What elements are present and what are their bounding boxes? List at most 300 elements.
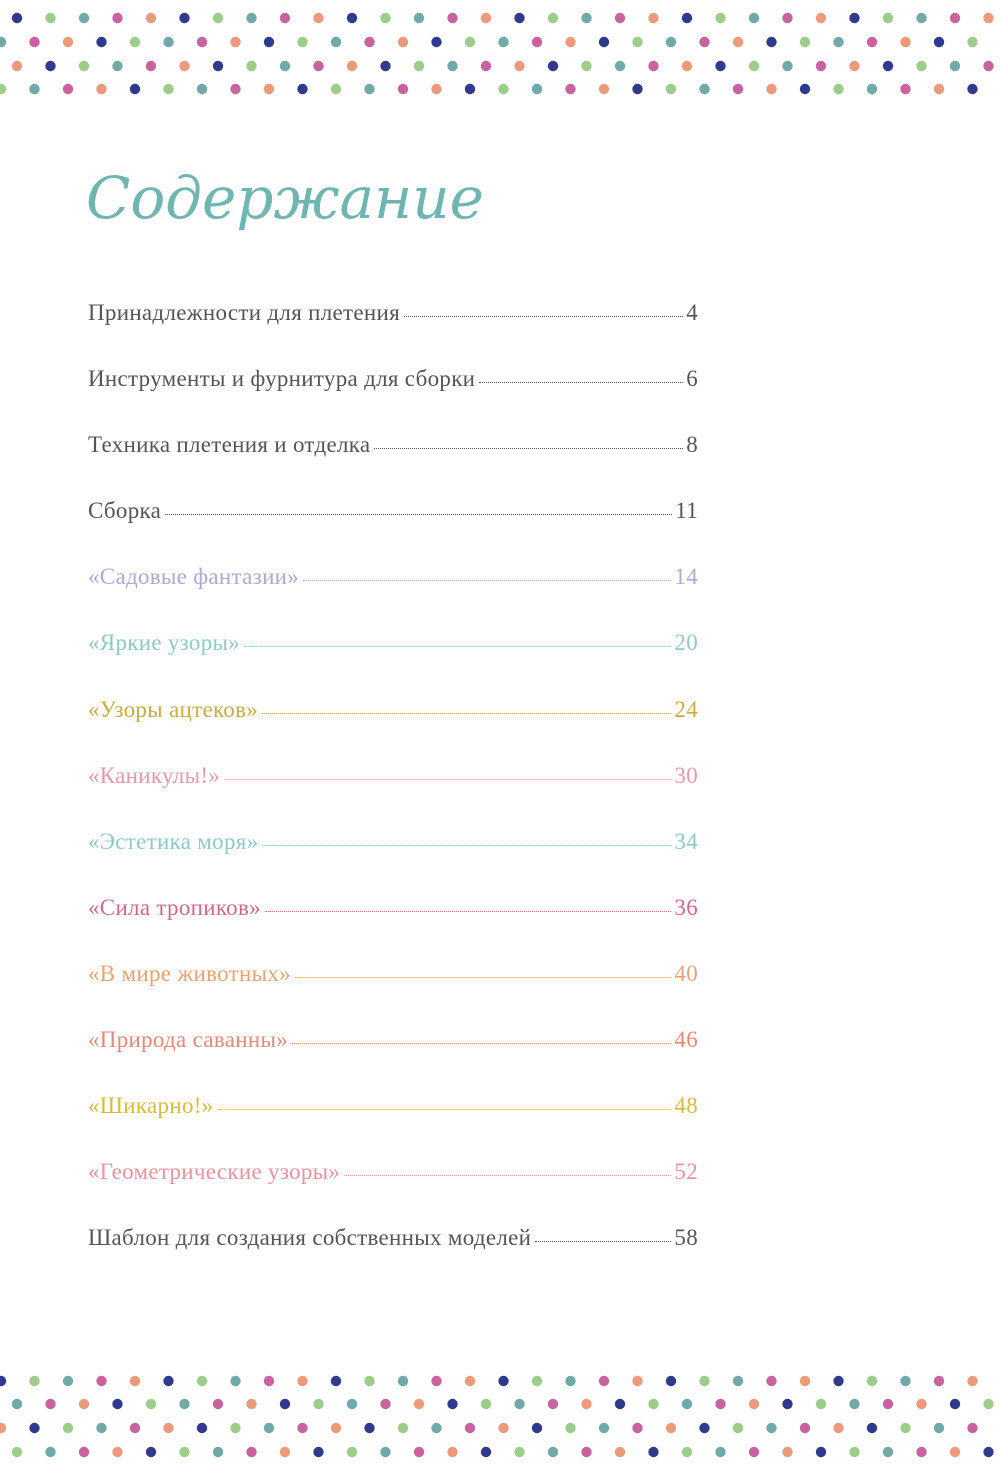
decorative-dot — [666, 37, 676, 47]
decorative-dot — [197, 1423, 207, 1433]
decorative-dot — [213, 1399, 223, 1409]
toc-entry-label: Принадлежности для плетения — [88, 300, 400, 325]
decorative-dot — [682, 1447, 692, 1457]
decorative-dot — [465, 37, 475, 47]
toc-entry-page-number: 40 — [674, 960, 698, 986]
decorative-dot — [800, 84, 810, 94]
decorative-dot — [331, 37, 341, 47]
decorative-dot — [414, 1447, 424, 1457]
decorative-dot — [63, 37, 73, 47]
decorative-dot — [45, 1399, 55, 1409]
dot-leader — [262, 845, 671, 846]
decorative-dot — [983, 13, 993, 23]
dot-leader — [292, 1043, 671, 1044]
decorative-dot — [632, 1376, 642, 1386]
decorative-dot — [648, 13, 658, 23]
decorative-dot — [867, 84, 877, 94]
decorative-dot — [364, 1423, 374, 1433]
decorative-dot — [733, 1376, 743, 1386]
decorative-dot — [599, 37, 609, 47]
toc-entry[interactable] — [88, 1017, 698, 1083]
decorative-dot — [766, 84, 776, 94]
toc-entry-label: «Садовые фантазии» — [88, 564, 300, 590]
decorative-dot — [782, 1447, 792, 1457]
decorative-dot — [967, 1423, 977, 1433]
toc-entry[interactable] — [88, 687, 698, 753]
decorative-dot — [230, 1376, 240, 1386]
decorative-dot — [398, 1423, 408, 1433]
decorative-dot — [548, 61, 558, 71]
decorative-dot — [0, 1423, 6, 1433]
decorative-dot — [749, 61, 759, 71]
decorative-dot — [950, 1447, 960, 1457]
decorative-dot — [63, 1376, 73, 1386]
decorative-dot — [514, 1399, 524, 1409]
decorative-dot — [666, 1376, 676, 1386]
decorative-dot — [532, 1376, 542, 1386]
decorative-dot — [599, 1423, 609, 1433]
decorative-dot — [112, 61, 122, 71]
decorative-dot — [581, 13, 591, 23]
decorative-dot — [548, 13, 558, 23]
decorative-dot — [599, 84, 609, 94]
decorative-dot — [465, 1423, 475, 1433]
decorative-dot — [766, 1376, 776, 1386]
toc-entry-label: «Каникулы!» — [88, 762, 221, 788]
decorative-dot — [733, 1423, 743, 1433]
decorative-dot — [163, 1423, 173, 1433]
decorative-dot — [498, 1423, 508, 1433]
decorative-dot — [12, 61, 22, 71]
decorative-dot — [431, 37, 441, 47]
decorative-dot — [163, 37, 173, 47]
decorative-dot — [0, 84, 6, 94]
decorative-dot — [833, 84, 843, 94]
toc-entry-page-number: 11 — [675, 498, 698, 524]
decorative-dot — [548, 1399, 558, 1409]
decorative-dot — [130, 1376, 140, 1386]
decorative-dot — [514, 61, 524, 71]
decorative-dot — [666, 84, 676, 94]
decorative-dot — [867, 37, 877, 47]
decorative-dot — [246, 61, 256, 71]
decorative-dot — [565, 84, 575, 94]
decorative-dot — [197, 37, 207, 47]
decorative-dot — [29, 1423, 39, 1433]
decorative-dot — [699, 1376, 709, 1386]
decorative-dot — [849, 13, 859, 23]
decorative-dot — [29, 84, 39, 94]
decorative-dot — [96, 1376, 106, 1386]
decorative-dot — [666, 1423, 676, 1433]
decorative-dot — [816, 61, 826, 71]
decorative-dot — [648, 1447, 658, 1457]
dot-leader — [479, 382, 683, 383]
decorative-dot — [766, 37, 776, 47]
decorative-dot — [0, 1376, 6, 1386]
decorative-dot — [112, 13, 122, 23]
toc-entry-page-number: 20 — [674, 630, 698, 656]
decorative-dot — [79, 13, 89, 23]
toc-entry-page-number: 30 — [674, 762, 698, 788]
dot-leader — [265, 911, 671, 912]
decorative-dot — [615, 61, 625, 71]
decorative-dot — [950, 1399, 960, 1409]
decorative-dot — [615, 1399, 625, 1409]
decorative-dot — [380, 61, 390, 71]
decorative-dot — [481, 13, 491, 23]
decorative-dot — [297, 84, 307, 94]
decorative-dot — [833, 1423, 843, 1433]
decorative-dot — [29, 37, 39, 47]
decorative-dot — [883, 13, 893, 23]
decorative-dot — [733, 37, 743, 47]
decorative-dot — [313, 13, 323, 23]
toc-entry-page-number: 36 — [674, 894, 698, 920]
dot-leader — [165, 514, 672, 515]
decorative-dot — [29, 1376, 39, 1386]
decorative-dot — [682, 13, 692, 23]
dot-leader — [374, 448, 683, 449]
toc-entry-label: «Яркие узоры» — [88, 630, 241, 656]
toc-entry-page-number: 14 — [674, 564, 698, 590]
decorative-dot — [648, 1399, 658, 1409]
decorative-dot — [581, 1399, 591, 1409]
decorative-dot — [0, 37, 6, 47]
decorative-dot — [112, 1447, 122, 1457]
decorative-dot — [431, 1423, 441, 1433]
decorative-dot — [347, 61, 357, 71]
decorative-dot — [849, 1447, 859, 1457]
decorative-dot — [498, 84, 508, 94]
decorative-dot — [548, 1447, 558, 1457]
decorative-dot — [79, 61, 89, 71]
dot-leader — [404, 316, 683, 317]
toc-entry[interactable] — [88, 620, 698, 686]
toc-entry-page-number: 46 — [674, 1027, 698, 1053]
decorative-dot — [934, 1376, 944, 1386]
decorative-dot — [347, 13, 357, 23]
toc-entry-label: Инструменты и фурнитура для сборки — [88, 366, 476, 392]
decorative-dot — [632, 84, 642, 94]
decorative-dot — [380, 1447, 390, 1457]
decorative-dot — [481, 1447, 491, 1457]
dot-leader — [344, 1175, 671, 1176]
toc-entry[interactable] — [88, 1149, 698, 1215]
decorative-dot — [749, 1447, 759, 1457]
decorative-dot — [699, 37, 709, 47]
decorative-dot — [197, 1376, 207, 1386]
toc-entry-label: «Шикарно!» — [88, 1093, 214, 1119]
decorative-dot — [782, 61, 792, 71]
decorative-dot — [63, 1423, 73, 1433]
decorative-dot — [816, 1447, 826, 1457]
toc-entry[interactable] — [88, 356, 698, 422]
top-dot-border — [0, 0, 1000, 110]
decorative-dot — [816, 13, 826, 23]
dot-leader — [303, 580, 671, 581]
decorative-dot — [213, 1447, 223, 1457]
toc-entry-page-number: 58 — [674, 1225, 698, 1251]
decorative-dot — [983, 1399, 993, 1409]
decorative-dot — [565, 1376, 575, 1386]
decorative-dot — [364, 84, 374, 94]
dot-leader — [218, 1109, 672, 1110]
decorative-dot — [96, 1423, 106, 1433]
decorative-dot — [146, 61, 156, 71]
decorative-dot — [900, 1423, 910, 1433]
decorative-dot — [364, 37, 374, 47]
decorative-dot — [398, 1376, 408, 1386]
toc-entry[interactable] — [88, 1215, 698, 1281]
decorative-dot — [313, 1447, 323, 1457]
decorative-dot — [431, 84, 441, 94]
decorative-dot — [179, 1399, 189, 1409]
decorative-dot — [749, 1399, 759, 1409]
decorative-dot — [45, 1447, 55, 1457]
toc-entry-label: «Природа саванны» — [88, 1027, 289, 1053]
decorative-dot — [447, 13, 457, 23]
decorative-dot — [465, 1376, 475, 1386]
toc-entry-label: Шаблон для создания собственных моделей — [88, 1225, 532, 1251]
decorative-dot — [63, 84, 73, 94]
dot-leader — [244, 646, 671, 647]
decorative-dot — [465, 84, 475, 94]
decorative-dot — [715, 1447, 725, 1457]
decorative-dot — [632, 1423, 642, 1433]
decorative-dot — [264, 1376, 274, 1386]
decorative-dot — [749, 13, 759, 23]
toc-entry[interactable] — [88, 951, 698, 1017]
decorative-dot — [213, 13, 223, 23]
toc-entry-label: «Геометрические узоры» — [88, 1159, 341, 1185]
bottom-dot-border — [0, 1368, 1000, 1478]
decorative-dot — [146, 13, 156, 23]
decorative-dot — [934, 84, 944, 94]
toc-entry[interactable] — [88, 488, 698, 554]
decorative-dot — [331, 1376, 341, 1386]
decorative-dot — [380, 13, 390, 23]
decorative-dot — [45, 61, 55, 71]
dot-leader — [224, 779, 671, 780]
toc-entry-label: «Узоры ацтеков» — [88, 696, 259, 722]
decorative-dot — [447, 1447, 457, 1457]
decorative-dot — [130, 84, 140, 94]
decorative-dot — [414, 61, 424, 71]
decorative-dot — [900, 84, 910, 94]
decorative-dot — [414, 13, 424, 23]
decorative-dot — [699, 84, 709, 94]
decorative-dot — [179, 13, 189, 23]
decorative-dot — [950, 61, 960, 71]
decorative-dot — [867, 1423, 877, 1433]
decorative-dot — [916, 13, 926, 23]
decorative-dot — [950, 13, 960, 23]
decorative-dot — [280, 13, 290, 23]
decorative-dot — [280, 1447, 290, 1457]
decorative-dot — [347, 1399, 357, 1409]
toc-entry-page-number: 4 — [686, 300, 698, 325]
decorative-dot — [699, 1423, 709, 1433]
toc-entry[interactable] — [88, 422, 698, 488]
decorative-dot — [800, 1423, 810, 1433]
decorative-dot — [514, 13, 524, 23]
decorative-dot — [632, 37, 642, 47]
toc-entry-page-number: 6 — [686, 366, 698, 392]
toc-entry-page-number: 8 — [686, 432, 698, 458]
decorative-dot — [347, 1447, 357, 1457]
decorative-dot — [481, 61, 491, 71]
decorative-dot — [179, 1447, 189, 1457]
dot-leader — [295, 977, 671, 978]
decorative-dot — [230, 37, 240, 47]
toc-entry-label: Техника плетения и отделка — [88, 432, 371, 458]
decorative-dot — [916, 1399, 926, 1409]
decorative-dot — [883, 1447, 893, 1457]
decorative-dot — [581, 61, 591, 71]
decorative-dot — [849, 1399, 859, 1409]
toc-entry-label: «Эстетика моря» — [88, 828, 259, 854]
toc-entry-page-number: 24 — [674, 696, 698, 722]
decorative-dot — [682, 1399, 692, 1409]
decorative-dot — [733, 84, 743, 94]
decorative-dot — [431, 1376, 441, 1386]
decorative-dot — [163, 1376, 173, 1386]
toc-entry[interactable] — [88, 885, 698, 951]
decorative-dot — [983, 1447, 993, 1457]
decorative-dot — [331, 84, 341, 94]
toc-entry[interactable] — [88, 819, 698, 885]
decorative-dot — [364, 1376, 374, 1386]
toc-entry-label: Сборка — [88, 498, 162, 524]
decorative-dot — [800, 37, 810, 47]
decorative-dot — [146, 1399, 156, 1409]
decorative-dot — [96, 84, 106, 94]
decorative-dot — [934, 1423, 944, 1433]
decorative-dot — [313, 61, 323, 71]
decorative-dot — [280, 1399, 290, 1409]
decorative-dot — [79, 1399, 89, 1409]
decorative-dot — [782, 13, 792, 23]
decorative-dot — [12, 13, 22, 23]
toc-entry-label: «Сила тропиков» — [88, 894, 261, 920]
decorative-dot — [615, 1447, 625, 1457]
decorative-dot — [481, 1399, 491, 1409]
decorative-dot — [532, 1423, 542, 1433]
toc-entry-label: «В мире животных» — [88, 960, 291, 986]
page-title: Содержание — [86, 164, 484, 232]
toc-entry-page-number: 52 — [674, 1159, 698, 1185]
toc-entry[interactable] — [88, 554, 698, 620]
decorative-dot — [197, 84, 207, 94]
decorative-dot — [297, 37, 307, 47]
dot-leader — [262, 713, 671, 714]
decorative-dot — [230, 84, 240, 94]
decorative-dot — [900, 1376, 910, 1386]
toc-entry-page-number: 48 — [674, 1093, 698, 1119]
decorative-dot — [246, 13, 256, 23]
decorative-dot — [447, 1399, 457, 1409]
decorative-dot — [514, 1447, 524, 1457]
dot-leader — [535, 1241, 671, 1242]
decorative-dot — [833, 37, 843, 47]
decorative-dot — [130, 37, 140, 47]
decorative-dot — [264, 84, 274, 94]
toc-entry[interactable] — [88, 1083, 698, 1149]
decorative-dot — [112, 1399, 122, 1409]
table-of-contents — [88, 290, 698, 1281]
decorative-dot — [498, 1376, 508, 1386]
toc-entry[interactable] — [88, 753, 698, 819]
decorative-dot — [934, 37, 944, 47]
decorative-dot — [45, 13, 55, 23]
decorative-dot — [581, 1447, 591, 1457]
decorative-dot — [816, 1399, 826, 1409]
decorative-dot — [782, 1399, 792, 1409]
decorative-dot — [766, 1423, 776, 1433]
decorative-dot — [264, 1423, 274, 1433]
decorative-dot — [297, 1423, 307, 1433]
decorative-dot — [967, 84, 977, 94]
decorative-dot — [179, 61, 189, 71]
decorative-dot — [246, 1399, 256, 1409]
decorative-dot — [916, 61, 926, 71]
decorative-dot — [264, 37, 274, 47]
decorative-dot — [900, 37, 910, 47]
decorative-dot — [313, 1399, 323, 1409]
decorative-dot — [599, 1376, 609, 1386]
decorative-dot — [849, 61, 859, 71]
decorative-dot — [213, 61, 223, 71]
decorative-dot — [615, 13, 625, 23]
decorative-dot — [715, 13, 725, 23]
decorative-dot — [498, 37, 508, 47]
decorative-dot — [967, 37, 977, 47]
decorative-dot — [867, 1376, 877, 1386]
decorative-dot — [12, 1399, 22, 1409]
decorative-dot — [230, 1423, 240, 1433]
decorative-dot — [130, 1423, 140, 1433]
decorative-dot — [967, 1376, 977, 1386]
decorative-dot — [163, 84, 173, 94]
decorative-dot — [297, 1376, 307, 1386]
decorative-dot — [682, 61, 692, 71]
decorative-dot — [648, 61, 658, 71]
decorative-dot — [398, 84, 408, 94]
toc-entry[interactable] — [88, 290, 698, 356]
decorative-dot — [96, 37, 106, 47]
decorative-dot — [146, 1447, 156, 1457]
decorative-dot — [883, 61, 893, 71]
decorative-dot — [833, 1376, 843, 1386]
decorative-dot — [447, 61, 457, 71]
decorative-dot — [715, 1399, 725, 1409]
decorative-dot — [12, 1447, 22, 1457]
decorative-dot — [532, 37, 542, 47]
decorative-dot — [983, 61, 993, 71]
decorative-dot — [800, 1376, 810, 1386]
decorative-dot — [883, 1399, 893, 1409]
decorative-dot — [398, 37, 408, 47]
decorative-dot — [79, 1447, 89, 1457]
decorative-dot — [280, 61, 290, 71]
toc-entry-page-number: 34 — [674, 828, 698, 854]
decorative-dot — [380, 1399, 390, 1409]
decorative-dot — [331, 1423, 341, 1433]
decorative-dot — [532, 84, 542, 94]
decorative-dot — [246, 1447, 256, 1457]
decorative-dot — [916, 1447, 926, 1457]
